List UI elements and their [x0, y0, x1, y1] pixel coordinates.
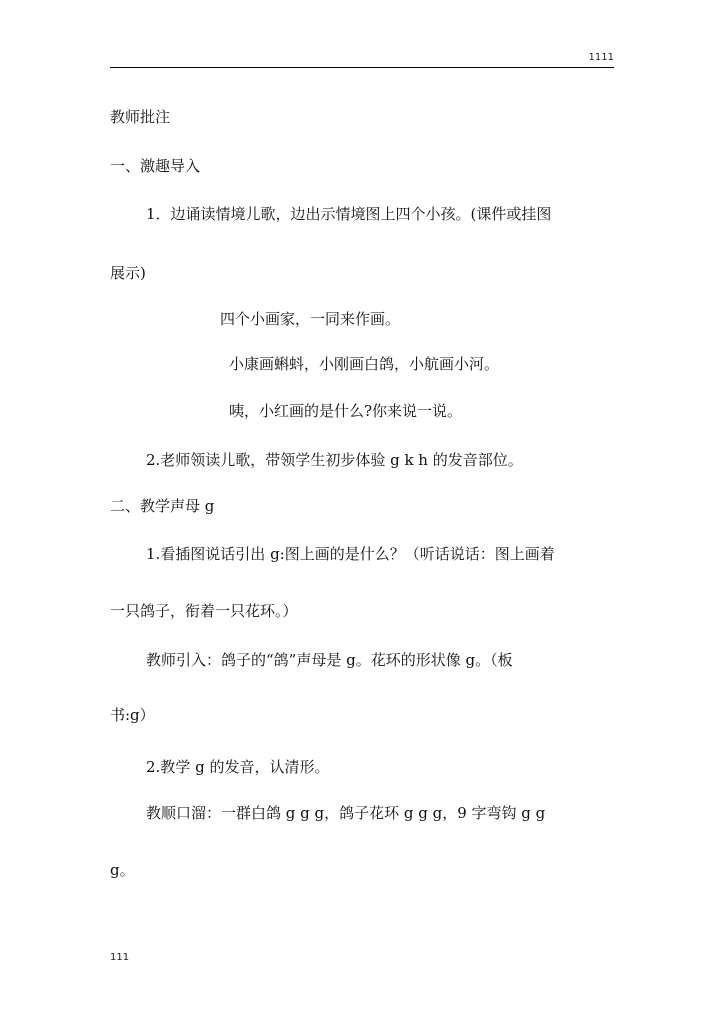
paragraph-line: 书:g）	[110, 706, 155, 724]
paragraph-line: 教顺口溜：一群白鸽 g g g，鸽子花环 g g g，9 字弯钩 g g	[146, 804, 546, 822]
poem-line: 咦，小红画的是什么?你来说一说。	[229, 402, 463, 420]
section-heading-2: 二、教学声母 g	[110, 497, 215, 515]
header-rule	[110, 67, 614, 68]
paragraph-line: 教师引入：鸽子的“鸽”声母是 g。花环的形状像 g。（板	[146, 651, 513, 669]
paragraph-line: g。	[110, 861, 135, 879]
paragraph-line: 2.教学 g 的发音，认清形。	[146, 758, 330, 776]
paragraph-line: 2.老师领读儿歌，带领学生初步体验 g k h 的发音部位。	[146, 451, 523, 469]
paragraph-line: 1.看插图说话引出 g:图上画的是什么？（听话说话：图上画着	[146, 545, 555, 563]
paragraph-line: 一只鸽子，衔着一只花环。）	[110, 602, 298, 620]
header-page-number: 1111	[588, 52, 614, 63]
paragraph-line: 展示)	[110, 264, 146, 282]
annotation-label: 教师批注	[110, 108, 171, 126]
paragraph-line: 1．边诵读情境儿歌，边出示情境图上四个小孩。(课件或挂图	[146, 205, 552, 223]
section-heading-1: 一、激趣导入	[110, 157, 201, 175]
poem-line: 四个小画家，一同来作画。	[220, 310, 401, 328]
poem-line: 小康画蝌蚪，小刚画白鸽，小航画小河。	[229, 355, 500, 373]
footer-page-number: 111	[110, 952, 130, 963]
